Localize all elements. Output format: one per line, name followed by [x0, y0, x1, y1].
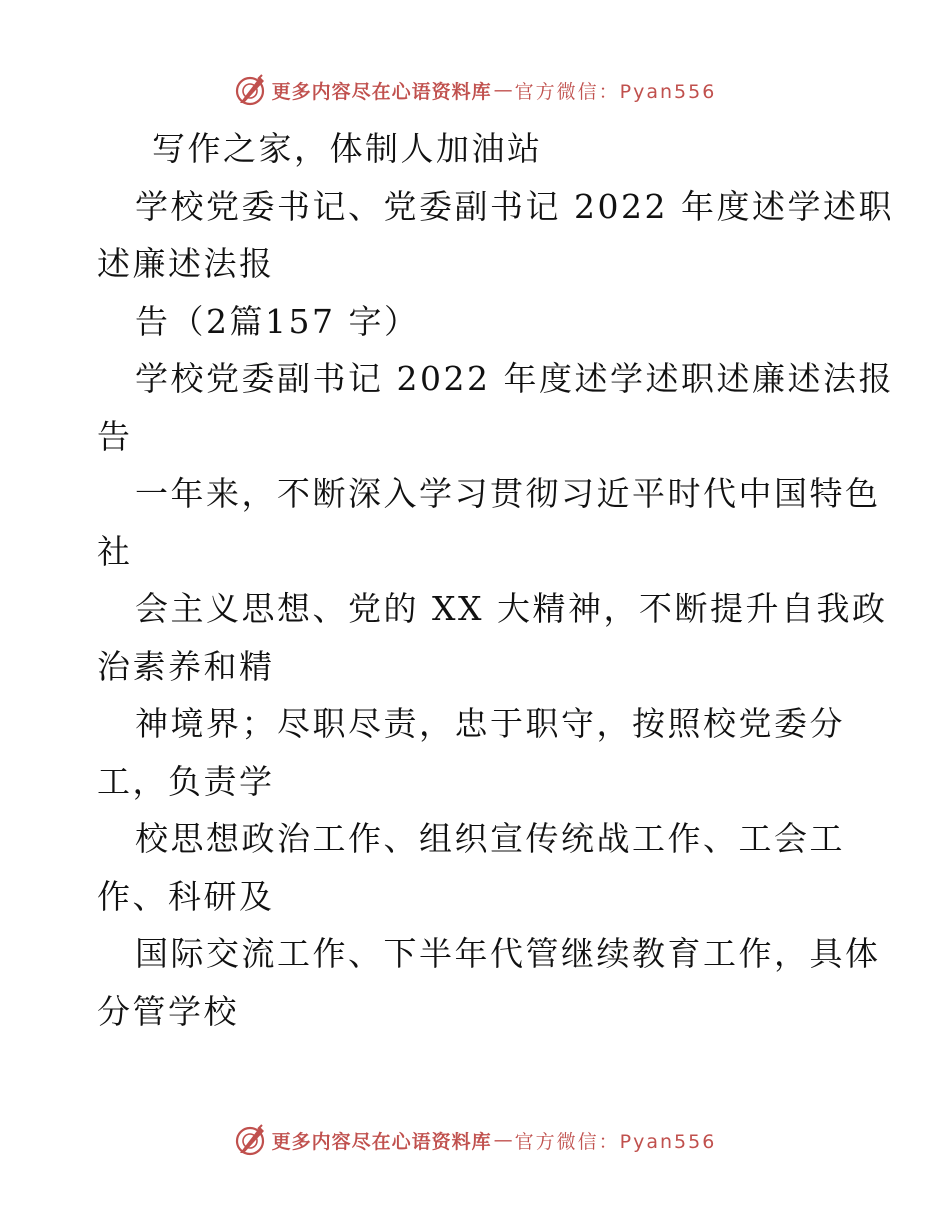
banner-brand-text: 更多内容尽在心语资料库	[271, 80, 492, 103]
doc-line: 述廉述法报	[97, 244, 275, 283]
banner-dash: —	[493, 1129, 513, 1151]
header-watermark-banner	[0, 70, 950, 110]
doc-line: 告（2篇157 字）	[135, 301, 420, 341]
doc-line: 学校党委书记、党委副书记 2022 年度述学述职	[135, 186, 894, 226]
doc-line: 校思想政治工作、组织宣传统战工作、工会工	[135, 819, 845, 858]
banner-wechat-text: 官方微信：Pyan556	[514, 80, 717, 103]
banner-brand-text: 更多内容尽在心语资料库	[271, 1130, 492, 1153]
doc-line: 社	[97, 531, 133, 571]
red-quill-circle-icon	[234, 73, 268, 107]
doc-line: 分管学校	[97, 991, 239, 1031]
red-quill-circle-icon	[234, 1123, 268, 1157]
doc-line: 工，负责学	[97, 761, 275, 801]
doc-line: 告	[97, 416, 133, 456]
doc-line: 会主义思想、党的 XX 大精神，不断提升自我政	[135, 589, 888, 628]
doc-line: 学校党委副书记 2022 年度述学述职述廉述法报	[135, 359, 894, 398]
banner-wechat-text: 官方微信：Pyan556	[514, 1130, 717, 1153]
doc-line: 写作之家，体制人加油站	[152, 129, 543, 168]
doc-line: 治素养和精	[97, 646, 275, 686]
doc-line: 国际交流工作、下半年代管继续教育工作，具体	[135, 934, 881, 973]
doc-line: 神境界；尽职尽责，忠于职守，按照校党委分	[135, 704, 845, 743]
document-body	[97, 120, 894, 1040]
banner-dash: —	[493, 79, 513, 101]
footer-watermark-banner	[0, 1120, 950, 1160]
doc-line: 一年来，不断深入学习贯彻习近平时代中国特色	[135, 474, 881, 513]
doc-line: 作、科研及	[97, 876, 275, 916]
